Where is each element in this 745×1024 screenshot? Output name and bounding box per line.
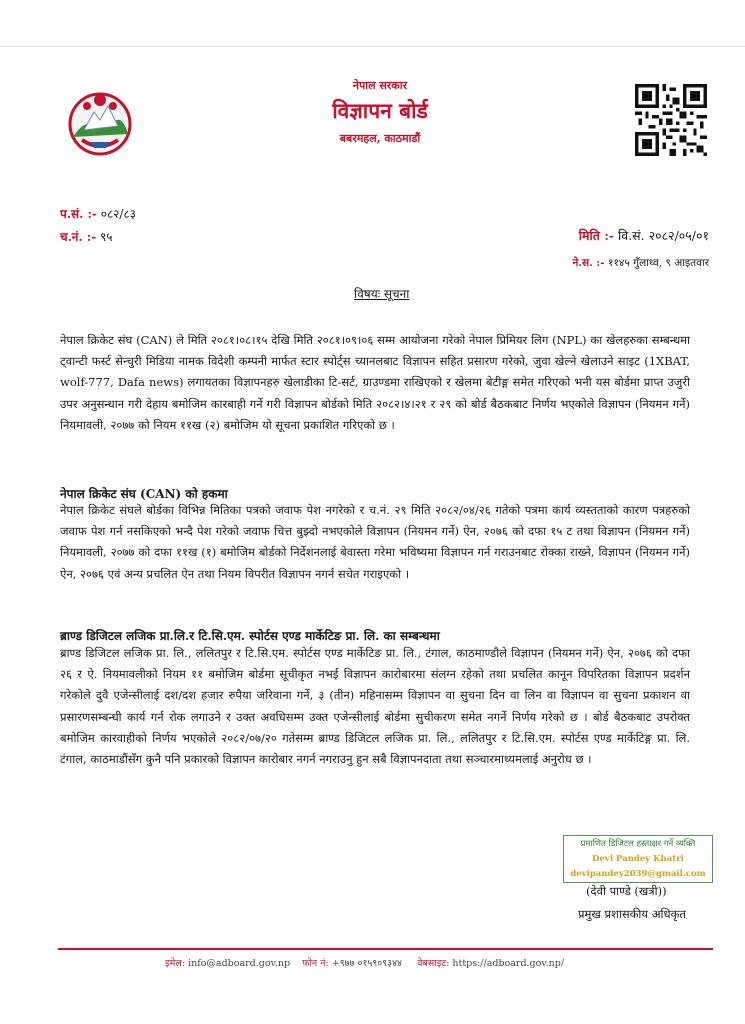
nepal-coat-of-arms-icon xyxy=(60,82,140,162)
date-label: मिति :- xyxy=(578,228,615,243)
letterhead xyxy=(300,78,460,146)
agency-section-heading: ब्राण्ड डिजिटल लजिक प्रा.लि.र टि.सि.एम. स्पोर्टस एण्ड मार्केटिङ प्रा. लि. का सम्बन्धमा xyxy=(60,629,440,643)
intro-paragraph: नेपाल क्रिकेट संघ (CAN) ले मिति २०८१।०८।१५ देखि मिति २०८१।०९।०६ सम्म आयोजना गरेको नेपाल प्रिमियर लिग (NPL) का खेलहरुका सम्बन्धमा ट्वान्टी फर्स्ट सेन्चुरी मिडिया नामक विदेशी कम्पनी मार्फत स्टार स्पोर्ट्स च्यानलबाट विज्ञापन सहित प्रसारण गरेको, जुवा खेल्ने खेलाउने साइट (1XBAT, wolf-777, Dafa news) लगायतका विज्ञापनहरु खेलाडीका टि-सर्ट, ग्राउण्डमा राखिएको र खेलमा बेटीङ्ग समेत गरिएको भनी यस बोर्डमा प्राप्त उजुरी उपर अनुसन्धान गरी देहाय बमोजिम कारबाही गर्ने गरी विज्ञापन बोर्डको मिति २०८२।४।२१ र २९ को बोर्ड बैठकबाट निर्णय भएकोले विज्ञापन (नियमन गर्ने) नियमावली, २०७७ को नियम ११ख (२) बमोजिम यो सूचना प्रकाशित गरिएको छ । xyxy=(60,333,690,432)
board-address: बबरमहल, काठमाडौं xyxy=(339,132,421,145)
ps-number xyxy=(60,205,136,222)
signer-email: devipandey2039@gmail.com xyxy=(570,869,706,879)
signature-box-title: प्रमाणित डिजिटल हस्ताक्षर गर्ने व्यक्ति xyxy=(580,839,696,849)
subject-line: विषयः सूचना xyxy=(354,287,410,301)
can-section-paragraph: नेपाल क्रिकेट संघले बोर्डका विभिन्न मितिका पत्रको जवाफ पेश नगरेको र च.नं. २९ मिति २०८२/०४/२६ गतेको पत्रमा कार्य व्यस्तताको कारण पत्रहरुको जवाफ पेश गर्न नसकिएको भन्दै पेश गरेको जवाफ चित्त बुझ्दो नभएकोले विज्ञापन (नियमन गर्ने) ऐन, २०७६ को दफा १५ ट तथा विज्ञापन (नियमन गर्ने) नियमावली, २०७७ को दफा ११ख (१) बमोजिम बोर्डको निर्देशनलाई बेवास्ता गरेमा भविष्यमा विज्ञापन गर्न गराउनबाट रोक्का राख्ने, विज्ञापन (नियमन गर्ने) ऐन, २०७६ एवं अन्य प्रचलित ऐन तथा नियम विपरीत विज्ञापन नगर्न सचेत गराइएको । xyxy=(60,503,690,581)
ns-value: ११४५ गुँलाथ्व, ९ आइतवार xyxy=(607,257,709,269)
email-label: इमेल: xyxy=(165,958,185,969)
footer-contact xyxy=(165,956,564,969)
website-label: वेबसाइट: xyxy=(417,958,450,969)
date-value: वि.सं. २०८२/०५/०१ xyxy=(618,228,709,243)
board-name: विज्ञापन बोर्ड xyxy=(332,98,428,123)
government-name: नेपाल सरकार xyxy=(352,79,408,92)
signatory-name: (देवी पाण्डे (खत्री)) xyxy=(586,884,667,898)
qr-code-icon xyxy=(635,84,707,156)
can-section-heading: नेपाल क्रिकेट संघ (CAN) को हकमा xyxy=(60,487,228,501)
chn-value: ९५ xyxy=(100,230,113,244)
phone-number: +९७७ ०१५९०९३४४ xyxy=(331,958,402,969)
footer-divider xyxy=(58,948,713,950)
digital-signature-box xyxy=(563,835,713,883)
chalani-number xyxy=(60,228,113,245)
agency-section-paragraph: ब्राण्ड डिजिटल लजिक प्रा. लि., ललितपुर र टि.सि.एम. स्पोर्टस एण्ड मार्केटिङ प्रा. लि., टंगाल, काठमाण्डौले विज्ञापन (नियमन गर्ने) ऐन, २०७६ को दफा २६ र ऐ. नियमावलीको नियम ११ बमोजिम बोर्डमा सूचीकृत नभई विज्ञापन कारोबारमा संलग्न रहेको तथा प्रचलित कानून विपरितका विज्ञापन प्रदर्शन गरेकोले दुवै एजेन्सीलाई दश/दश हजार रुपैया जरिवाना गर्ने, ३ (तीन) महिनासम्म विज्ञापन वा सुचना दिन वा लिन वा विज्ञापन वा सुचना प्रकाशन वा प्रसारणसम्बन्धी कार्य गर्न रोक लगाउने र उक्त अवधिसम्म उक्त एजेन्सीलाई बोर्डमा सुचीकरण समेत नगर्ने निर्णय गरेको छ । बोर्ड बैठकबाट उपरोक्त बमोजिम कारवाहीको निर्णय भएकोले २०८२/०७/२० गतेसम्म ब्राण्ड डिजिटल लजिक प्रा. लि., ललितपुर र टि.सि.एम. स्पोर्टस एण्ड मार्केटिङ्ग प्रा. लि. टंगाल, काठमाडौंसँग कुनै पनि प्रकारको विज्ञापन कारोबार नगर्न नगराउनु हुन सबै विज्ञापनदाता तथा सञ्चारमाध्यमलाई अनुरोध छ । xyxy=(60,646,690,767)
date-line xyxy=(579,227,709,244)
top-divider xyxy=(0,46,745,47)
nepal-sambat-line xyxy=(573,256,710,270)
signatory-designation: प्रमुख प्रशासकीय अधिकृत xyxy=(578,907,686,921)
signer-name-english: Devi Pandey Khatri xyxy=(592,854,684,864)
chn-label: च.नं. :- xyxy=(60,230,97,244)
phone-label: फोन नं: xyxy=(302,958,329,969)
ps-value: ०८२/८३ xyxy=(100,207,136,221)
email-link[interactable]: info@adboard.gov.np xyxy=(188,958,291,969)
ps-label: प.सं. :- xyxy=(60,207,97,221)
website-link[interactable]: https://adboard.gov.np/ xyxy=(452,958,565,969)
ns-label: ने.स. :- xyxy=(572,257,605,269)
